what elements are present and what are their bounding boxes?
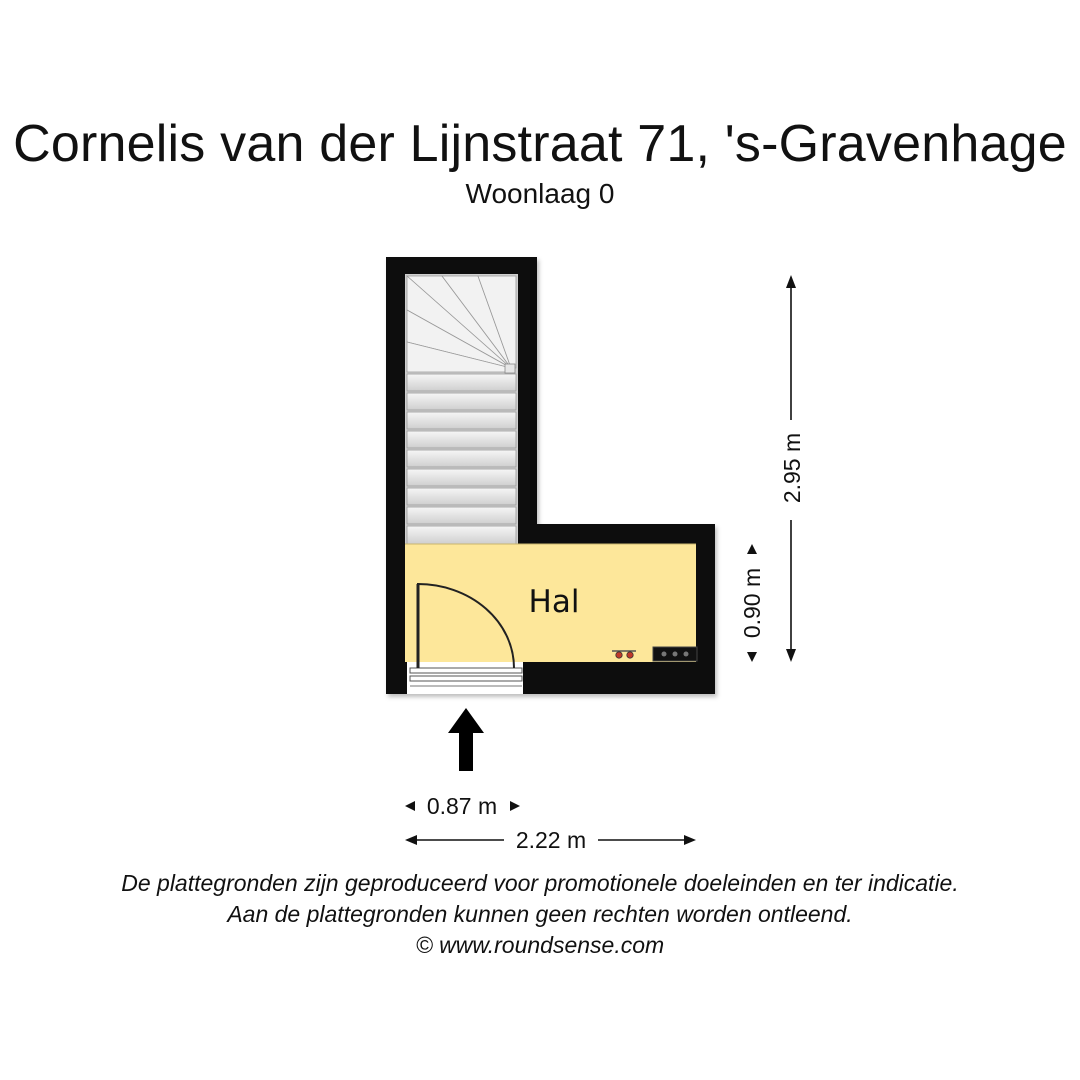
up-arrow-icon (448, 708, 484, 771)
dimension-label-door-width: 0.87 m (426, 793, 498, 819)
dimension-label-total-height: 2.95 m (779, 432, 805, 504)
disclaimer (0, 868, 1080, 961)
disclaimer-line-2: Aan de plattegronden kunnen geen rechten worden ontleend. (227, 901, 853, 927)
meter-cabinet-icon (653, 647, 697, 661)
copyright-link[interactable]: © www.roundsense.com (415, 932, 665, 958)
staircase-icon (405, 274, 518, 546)
page-title: Cornelis van der Lijnstraat 71, 's-Gravenhage (13, 115, 1067, 173)
disclaimer-line-1: De plattegronden zijn geproduceerd voor promotionele doeleinden en ter indicatie. (121, 870, 959, 896)
floor-label: Woonlaag 0 (465, 178, 615, 209)
dimension-label-hal-depth: 0.90 m (739, 567, 765, 639)
dimension-label-total-width: 2.22 m (515, 827, 587, 853)
room-label-hal: Hal (528, 584, 580, 620)
